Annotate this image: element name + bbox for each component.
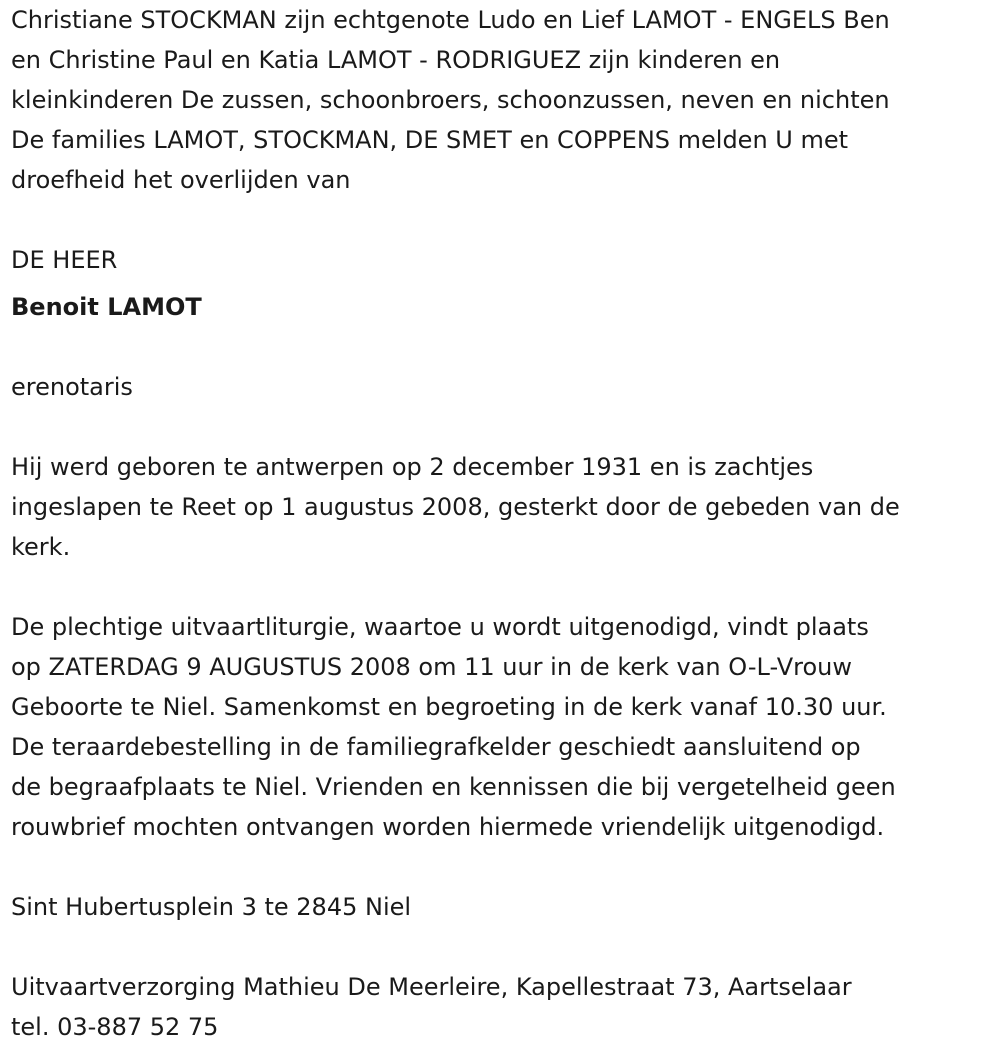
intro-line: De families LAMOT, STOCKMAN, DE SMET en COPPENS melden U met <box>11 126 849 154</box>
ceremony-line: de begraafplaats te Niel. Vrienden en kennissen die bij vergetelheid geen <box>11 773 896 801</box>
deceased-name: Benoit LAMOT <box>11 293 202 321</box>
spacer <box>11 847 996 887</box>
undertaker-paragraph <box>11 967 996 1047</box>
spacer <box>11 327 996 367</box>
ceremony-line: De plechtige uitvaartliturgie, waartoe u wordt uitgenodigd, vindt plaats <box>11 613 869 641</box>
address: Sint Hubertusplein 3 te 2845 Niel <box>11 893 412 921</box>
spacer <box>11 567 996 607</box>
undertaker-line: Uitvaartverzorging Mathieu De Meerleire, Kapellestraat 73, Aartselaar <box>11 973 852 1001</box>
spacer <box>11 407 996 447</box>
obituary-document <box>11 0 996 1047</box>
spacer <box>11 200 996 240</box>
ceremony-line: De teraardebestelling in de familiegrafkelder geschiedt aansluitend op <box>11 733 861 761</box>
ceremony-line: Geboorte te Niel. Samenkomst en begroeting in de kerk vanaf 10.30 uur. <box>11 693 887 721</box>
intro-paragraph <box>11 0 996 200</box>
intro-line: Christiane STOCKMAN zijn echtgenote Ludo en Lief LAMOT - ENGELS Ben <box>11 6 890 34</box>
spacer <box>11 927 996 967</box>
birth-paragraph <box>11 447 996 567</box>
ceremony-paragraph <box>11 607 996 847</box>
honorific-title: DE HEER <box>11 246 118 274</box>
intro-line: en Christine Paul en Katia LAMOT - RODRIGUEZ zijn kinderen en <box>11 46 781 74</box>
intro-line: kleinkinderen De zussen, schoonbroers, schoonzussen, neven en nichten <box>11 86 890 114</box>
birth-line: Hij werd geboren te antwerpen op 2 december 1931 en is zachtjes <box>11 453 814 481</box>
ceremony-line: rouwbrief mochten ontvangen worden hiermede vriendelijk uitgenodigd. <box>11 813 885 841</box>
birth-line: kerk. <box>11 533 71 561</box>
profession: erenotaris <box>11 373 133 401</box>
undertaker-phone: tel. 03-887 52 75 <box>11 1013 219 1041</box>
birth-line: ingeslapen te Reet op 1 augustus 2008, gesterkt door de gebeden van de <box>11 493 900 521</box>
intro-line: droefheid het overlijden van <box>11 166 351 194</box>
ceremony-line: op ZATERDAG 9 AUGUSTUS 2008 om 11 uur in de kerk van O-L-Vrouw <box>11 653 852 681</box>
